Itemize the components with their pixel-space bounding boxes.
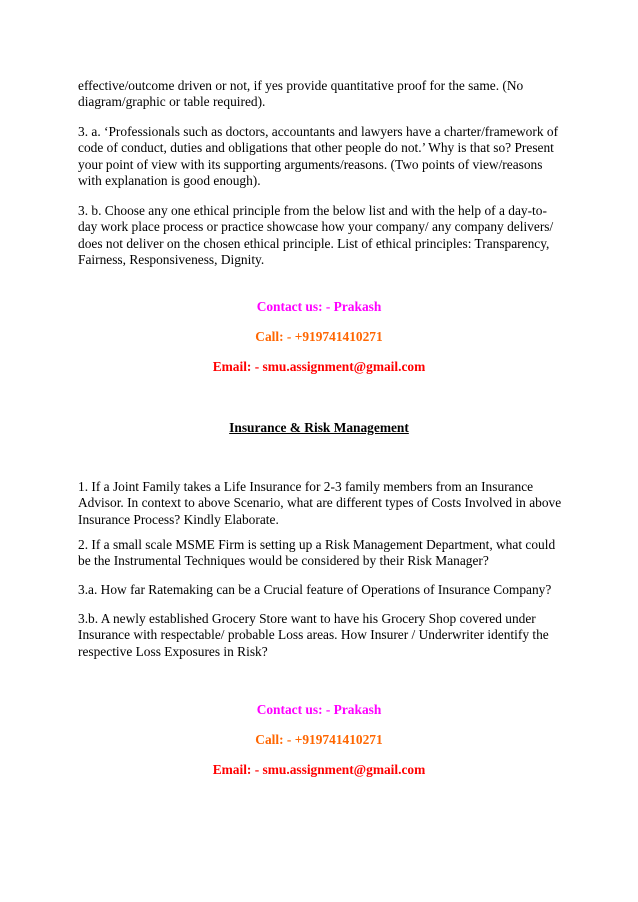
contact-phone: Call: - +919741410271 <box>255 329 383 344</box>
insurance-question-2: 2. If a small scale MSME Firm is setting up a Risk Management Department, what could be the Instrumental Techniques would be considered by their Risk Manager? <box>78 537 556 569</box>
contact-email: Email: - smu.assignment@gmail.com <box>212 359 426 374</box>
contact-name-2: Contact us: - Prakash <box>256 702 382 717</box>
insurance-question-3a: 3.a. How far Ratemaking can be a Crucial feature of Operations of Insurance Company? <box>78 582 552 597</box>
paragraph-continuation: effective/outcome driven or not, if yes provide quantitative proof for the same. (No diagram/graphic or table required). <box>78 78 524 110</box>
contact-name: Contact us: - Prakash <box>256 299 382 314</box>
question-3a: 3. a. ‘Professionals such as doctors, accountants and lawyers have a charter/framework of code of conduct, duties and obligations that other people do not.’ Why is that so? Present your point of view with its supporting arguments/reasons. (Two points of view/reasons with explanation is good enough). <box>78 124 559 189</box>
section-title: Insurance & Risk Management <box>229 420 409 435</box>
contact-email-2: Email: - smu.assignment@gmail.com <box>212 762 426 777</box>
contact-phone-2: Call: - +919741410271 <box>255 732 383 747</box>
insurance-question-3b: 3.b. A newly established Grocery Store want to have his Grocery Shop covered under Insurance with respectable/ probable Loss areas. How Insurer / Underwriter identify the respective Loss Exposures in Risk? <box>78 611 549 659</box>
insurance-question-1: 1. If a Joint Family takes a Life Insurance for 2-3 family members from an Insurance Advisor. In context to above Scenario, what are different types of Costs Involved in above Insurance Process? Kindly Elaborate. <box>78 479 562 527</box>
question-3b: 3. b. Choose any one ethical principle from the below list and with the help of a day-to-day work place process or practice showcase how your company/ any company delivers/ does not deliver on the chosen ethical principle. List of ethical principles: Transparency, Fairness, Responsiveness, Dignity. <box>78 203 554 268</box>
